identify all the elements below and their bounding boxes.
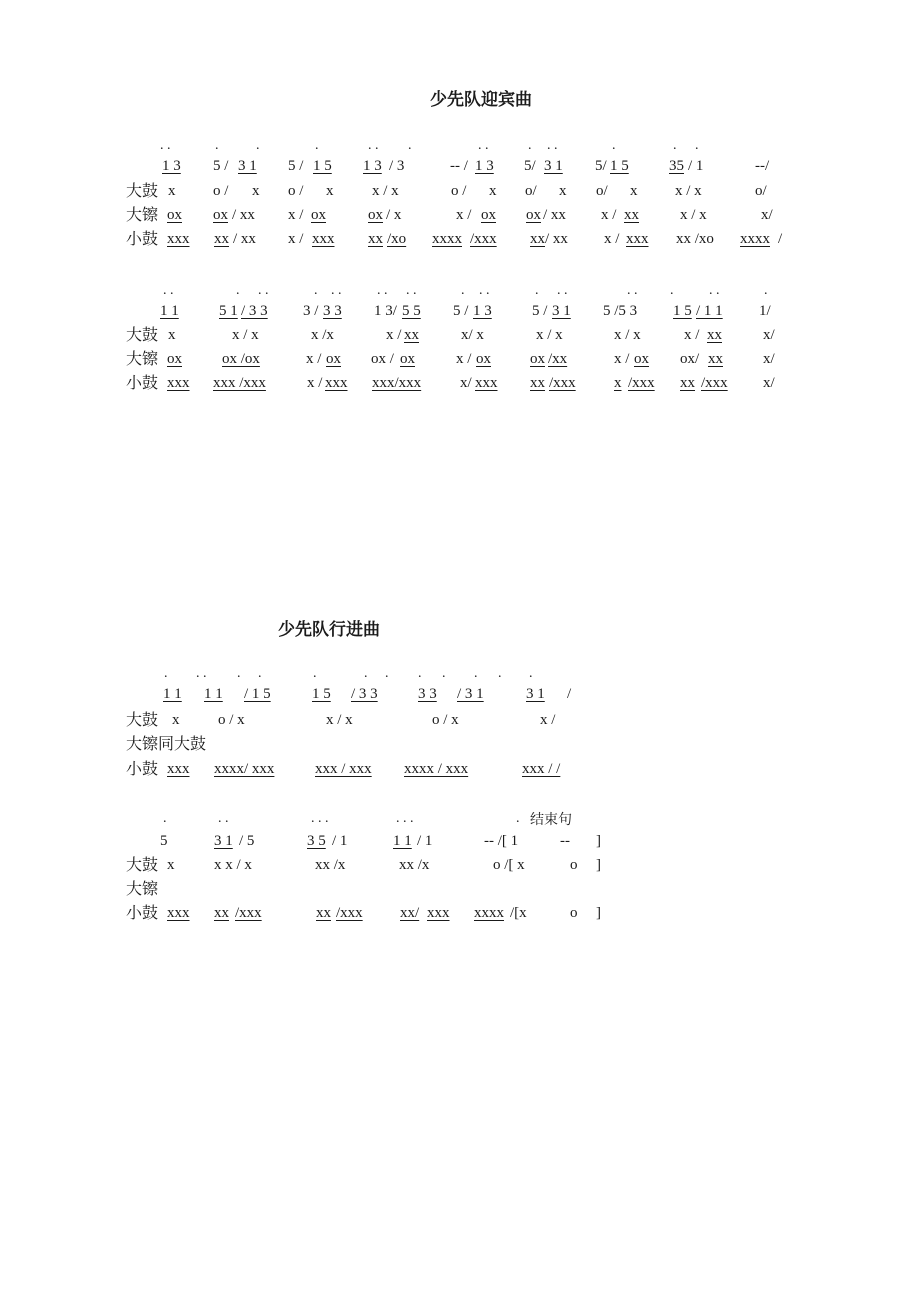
dot-mark: . . <box>368 138 379 153</box>
beat: ox <box>481 207 496 223</box>
dot-mark: . <box>474 666 478 681</box>
dot-mark: . <box>364 666 368 681</box>
note: 3 3 <box>323 303 342 319</box>
dot-mark: . <box>314 283 318 298</box>
note: / 1 <box>417 833 433 849</box>
note: 1 5 <box>673 303 692 319</box>
dot-mark: . <box>315 138 319 153</box>
note: 3 1 <box>544 158 563 174</box>
dot-mark: . . . <box>396 811 414 826</box>
beat: ox <box>167 351 182 367</box>
beat: o/ <box>525 183 537 199</box>
note: 5 / <box>288 158 304 174</box>
dot-mark: . . <box>218 811 229 826</box>
dot-mark: . <box>612 138 616 153</box>
xiaogu-row <box>0 230 920 254</box>
dot-mark: . <box>498 666 502 681</box>
beat: /xx <box>548 351 568 367</box>
beat: o / x <box>432 712 459 728</box>
beat: xx <box>530 231 545 247</box>
dot-mark: . <box>535 283 539 298</box>
note: / 3 3 <box>351 686 378 702</box>
dot-mark: . <box>670 283 674 298</box>
beat: /xxx <box>549 375 576 391</box>
note: 3 1 <box>214 833 233 849</box>
notes-row <box>0 685 920 709</box>
note: 3 3 <box>418 686 437 702</box>
beat: ] <box>596 905 601 921</box>
dot-mark: . . <box>258 283 269 298</box>
note: 5 / <box>213 158 229 174</box>
beat: / xx <box>543 207 566 223</box>
beat: o / <box>451 183 467 199</box>
note: 1 3 <box>473 303 492 319</box>
beat: xxx <box>325 375 348 391</box>
beat: xx/ <box>400 905 420 921</box>
beat: x <box>614 375 622 391</box>
note: 1 1 <box>204 686 223 702</box>
note: 1 3 <box>475 158 494 174</box>
beat: /xxx <box>470 231 497 247</box>
beat: / xx <box>232 207 255 223</box>
beat: /xxx <box>701 375 728 391</box>
beat: xx /x <box>399 857 430 873</box>
beat: x <box>489 183 497 199</box>
beat: x / <box>386 327 402 343</box>
dot-mark: . <box>673 138 677 153</box>
beat: ox <box>526 207 541 223</box>
beat: x / x <box>536 327 563 343</box>
dots-row <box>0 810 920 834</box>
beat: x / x <box>232 327 259 343</box>
beat: xx /xo <box>676 231 714 247</box>
note: 1 1 <box>163 686 182 702</box>
note: -- <box>560 833 570 849</box>
beat: xxx <box>475 375 498 391</box>
note: 1 5 <box>610 158 629 174</box>
beat: x / x <box>680 207 707 223</box>
beat: xx <box>214 231 229 247</box>
dot-mark: . . <box>377 283 388 298</box>
xiaogu-label: 小鼓 <box>126 373 159 392</box>
dacha-row <box>0 350 920 374</box>
beat: x / <box>604 231 620 247</box>
beat: x <box>630 183 638 199</box>
dacha-row <box>0 880 920 904</box>
dot-mark: . <box>313 666 317 681</box>
dot-mark: . <box>256 138 260 153</box>
dacha-row <box>0 206 920 230</box>
beat: x <box>559 183 567 199</box>
note: 5 / <box>453 303 469 319</box>
beat: xx <box>214 905 229 921</box>
beat: x / <box>684 327 700 343</box>
notes-row <box>0 302 920 326</box>
beat: xx <box>316 905 331 921</box>
dot-mark: . <box>516 811 520 826</box>
beat: x/ <box>763 351 775 367</box>
beat: xxx <box>167 231 190 247</box>
beat: xx <box>708 351 723 367</box>
beat: xxx <box>626 231 649 247</box>
note: / 1 <box>688 158 704 174</box>
note: 1/ <box>759 303 771 319</box>
beat: x <box>168 327 176 343</box>
beat: ox <box>530 351 545 367</box>
ending-label: 结束句 <box>530 812 572 828</box>
beat: xx <box>680 375 695 391</box>
dagu-row <box>0 711 920 735</box>
beat: xxx <box>167 905 190 921</box>
dot-mark: . . <box>196 666 207 681</box>
dagu-row <box>0 182 920 206</box>
beat: o / <box>213 183 229 199</box>
beat: x/ <box>763 327 775 343</box>
dot-mark: . . <box>160 138 171 153</box>
note: 5 /5 3 <box>603 303 638 319</box>
note: 1 1 <box>393 833 412 849</box>
beat: x / <box>456 207 472 223</box>
beat: x/ <box>761 207 773 223</box>
dot-mark: . . <box>547 138 558 153</box>
dacha-row <box>0 735 920 759</box>
note: 5 <box>160 833 168 849</box>
dot-mark: . <box>163 811 167 826</box>
beat: x / <box>307 375 323 391</box>
dot-mark: . <box>164 666 168 681</box>
dacha-label: 大镲 <box>126 205 159 224</box>
note: / 3 1 <box>457 686 484 702</box>
beat: ox <box>400 351 415 367</box>
beat: x / <box>288 231 304 247</box>
beat: xx <box>368 231 383 247</box>
dot-mark: . <box>418 666 422 681</box>
note: / 1 5 <box>244 686 271 702</box>
beat: x/ <box>763 375 775 391</box>
beat: /xxx <box>235 905 262 921</box>
beat: ox <box>213 207 228 223</box>
note: / 1 1 <box>696 303 723 319</box>
beat: xxxx <box>740 231 770 247</box>
dacha-label: 大镲同大鼓 <box>126 734 207 753</box>
dagu-label: 大鼓 <box>126 710 159 729</box>
note: 3 1 <box>526 686 545 702</box>
beat: x / <box>456 351 472 367</box>
note: 3 / <box>303 303 319 319</box>
beat: xx <box>530 375 545 391</box>
dot-mark: . <box>408 138 412 153</box>
xiaogu-label: 小鼓 <box>126 903 159 922</box>
beat: ox <box>476 351 491 367</box>
beat: xx <box>404 327 419 343</box>
beat: x <box>326 183 334 199</box>
note: -- / <box>450 158 468 174</box>
note: 5 5 <box>402 303 421 319</box>
note: 1 3 <box>162 158 181 174</box>
beat: x <box>172 712 180 728</box>
beat: xx /x <box>315 857 346 873</box>
note: -- /[ 1 <box>484 833 519 849</box>
dot-mark: . <box>237 666 241 681</box>
beat: xxx / / <box>522 761 561 777</box>
xiaogu-row <box>0 904 920 928</box>
beat: o / <box>288 183 304 199</box>
beat: x / <box>614 351 630 367</box>
note: 3 1 <box>552 303 571 319</box>
note: 3 1 <box>238 158 257 174</box>
xiaogu-row <box>0 374 920 398</box>
dot-mark: . <box>442 666 446 681</box>
dot-mark: . . <box>406 283 417 298</box>
beat: x <box>252 183 260 199</box>
notes-row <box>0 832 920 856</box>
beat: x <box>168 183 176 199</box>
dot-mark: . <box>764 283 768 298</box>
note: / 1 <box>332 833 348 849</box>
dot-mark: . <box>528 138 532 153</box>
dot-mark: . . <box>627 283 638 298</box>
note: 1 5 <box>312 686 331 702</box>
dot-mark: . <box>529 666 533 681</box>
beat: o <box>570 905 578 921</box>
note: / 3 <box>389 158 405 174</box>
note: 3 5 <box>307 833 326 849</box>
dagu-label: 大鼓 <box>126 855 159 874</box>
beat: x / x <box>326 712 353 728</box>
song1-title: 少先队迎宾曲 <box>430 90 532 110</box>
beat: xxx <box>167 375 190 391</box>
dagu-row <box>0 326 920 350</box>
beat: x/ x <box>461 327 484 343</box>
beat: ox <box>634 351 649 367</box>
xiaogu-label: 小鼓 <box>126 759 159 778</box>
beat: xxxx / xxx <box>404 761 469 777</box>
beat: x / x <box>675 183 702 199</box>
dot-mark: . . <box>479 283 490 298</box>
dot-mark: . . <box>709 283 720 298</box>
beat: x/ <box>460 375 472 391</box>
note: / <box>567 686 572 702</box>
dagu-label: 大鼓 <box>126 325 159 344</box>
note: 1 5 <box>313 158 332 174</box>
dagu-label: 大鼓 <box>126 181 159 200</box>
song2-title: 少先队行进曲 <box>278 620 380 640</box>
beat: xxxx/ xxx <box>214 761 275 777</box>
beat: x / <box>540 712 556 728</box>
beat: xxx/xxx <box>372 375 422 391</box>
beat: xxx / xxx <box>315 761 372 777</box>
beat: ox / <box>371 351 394 367</box>
note: 35 <box>669 158 684 174</box>
beat: x /x <box>311 327 334 343</box>
xiaogu-row <box>0 760 920 784</box>
note: 1 3/ <box>374 303 397 319</box>
beat: / x <box>386 207 402 223</box>
beat: o <box>570 857 578 873</box>
beat: x / x <box>614 327 641 343</box>
beat: / xx <box>545 231 568 247</box>
note: / 3 3 <box>241 303 268 319</box>
beat: x <box>167 857 175 873</box>
beat: ] <box>596 857 601 873</box>
dot-mark: . <box>385 666 389 681</box>
beat: o/ <box>755 183 767 199</box>
beat: o / x <box>218 712 245 728</box>
dot-mark: . <box>461 283 465 298</box>
notes-row <box>0 157 920 181</box>
beat: xxx /xxx <box>213 375 266 391</box>
dot-mark: . . <box>331 283 342 298</box>
note: 5 1 <box>219 303 238 319</box>
beat: /xxx <box>336 905 363 921</box>
beat: xxxx <box>474 905 504 921</box>
note: --/ <box>755 158 770 174</box>
note: 5/ <box>524 158 536 174</box>
beat: x / <box>601 207 617 223</box>
beat: x / <box>288 207 304 223</box>
note: / 5 <box>239 833 255 849</box>
beat: /xxx <box>628 375 655 391</box>
dot-mark: . . . <box>311 811 329 826</box>
beat: ox <box>311 207 326 223</box>
dot-mark: . . <box>478 138 489 153</box>
note: 1 1 <box>160 303 179 319</box>
beat: /xo <box>387 231 407 247</box>
dot-mark: . <box>258 666 262 681</box>
note: 5/ <box>595 158 607 174</box>
beat: x x / x <box>214 857 252 873</box>
dacha-label: 大镲 <box>126 349 159 368</box>
beat: ox /ox <box>222 351 260 367</box>
dot-mark: . <box>236 283 240 298</box>
beat: xxx <box>312 231 335 247</box>
beat: /[x <box>510 905 527 921</box>
beat: ox <box>167 207 182 223</box>
note: 1 3 <box>363 158 382 174</box>
dagu-row <box>0 856 920 880</box>
beat: xxxx <box>432 231 462 247</box>
beat: o/ <box>596 183 608 199</box>
beat: ox/ <box>680 351 700 367</box>
beat: x / x <box>372 183 399 199</box>
beat: xx <box>707 327 722 343</box>
beat: o /[ x <box>493 857 525 873</box>
beat: xxx <box>427 905 450 921</box>
dot-mark: . . <box>163 283 174 298</box>
dacha-label: 大镲 <box>126 879 159 898</box>
beat: xx <box>624 207 639 223</box>
beat: / xx <box>233 231 256 247</box>
note: ] <box>596 833 601 849</box>
dot-mark: . . <box>557 283 568 298</box>
beat: ox <box>368 207 383 223</box>
beat: / <box>778 231 783 247</box>
beat: ox <box>326 351 341 367</box>
dot-mark: . <box>695 138 699 153</box>
note: 5 / <box>532 303 548 319</box>
dot-mark: . <box>215 138 219 153</box>
xiaogu-label: 小鼓 <box>126 229 159 248</box>
beat: xxx <box>167 761 190 777</box>
beat: x / <box>306 351 322 367</box>
